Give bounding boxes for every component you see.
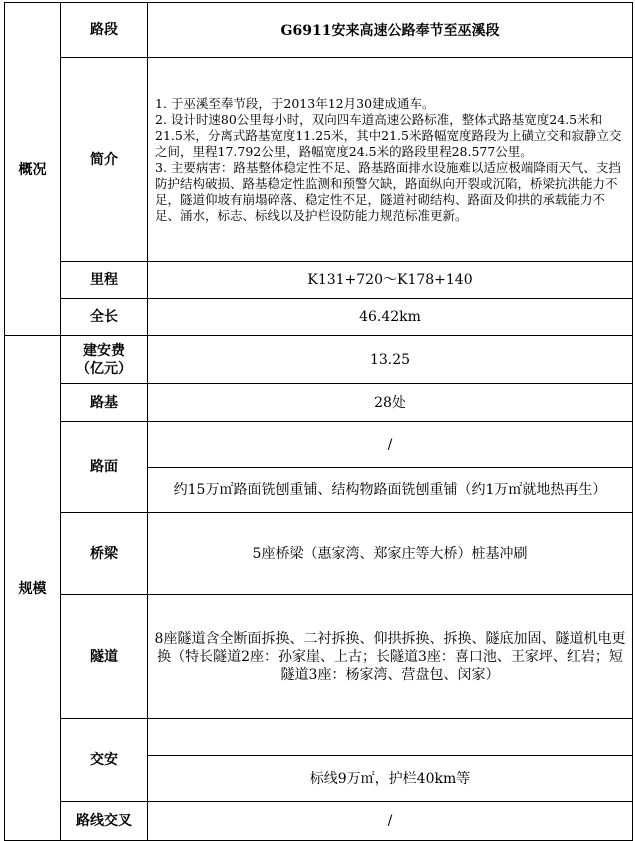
- table-row: [5, 262, 633, 299]
- crossing-value: /: [148, 802, 633, 841]
- intro-content: [148, 58, 633, 262]
- cost-label: [61, 336, 148, 384]
- subgrade-value: 28处: [148, 384, 633, 422]
- intro-line-2: 2. 设计时速80公里每小时，双向四车道高速公路标准，整体式路基宽度24.5米和21.5米，分离式路基宽度11.25米，其中21.5米路幅宽度路段为上磺立交和寂静立交之间，里程17.792公里，路幅宽度24.5米的路段里程28.577公里。: [155, 111, 622, 159]
- tunnel-label: 隧道: [61, 595, 148, 719]
- mileage-value: K131+720～K178+140: [148, 262, 633, 299]
- length-value: 46.42km: [148, 299, 633, 336]
- table-row: [5, 595, 633, 719]
- bridge-label: 桥梁: [61, 513, 148, 595]
- segment-value: G6911安来高速公路奉节至巫溪段: [148, 3, 633, 58]
- crossing-label: 路线交叉: [61, 802, 148, 841]
- cost-value: 13.25: [148, 336, 633, 384]
- subgrade-label: 路基: [61, 384, 148, 422]
- intro-line-3: 3. 主要病害：路基整体稳定性不足、路基路面排水设施难以适应极端降雨天气、支挡防护结构破损、路基稳定性监测和预警欠缺，路面纵向开裂或沉陷，桥梁抗洪能力不足，隧道仰坡有崩塌碎落、稳定性不足，隧道衬砌结构、路面及仰拱的承载能力不足、涌水，标志、标线以及护栏设防能力规范标准更新。: [155, 159, 621, 223]
- pavement-label: 路面: [61, 422, 148, 513]
- pavement-value-1: /: [148, 422, 633, 468]
- table-row: [5, 719, 633, 756]
- traffic-value-2: 标线9万㎡，护栏40km等: [148, 756, 633, 802]
- table-row: [5, 384, 633, 422]
- length-label: 全长: [61, 299, 148, 336]
- mileage-label: 里程: [61, 262, 148, 299]
- intro-line-1: 1. 于巫溪至奉节段，于2013年12月30建成通车。: [155, 95, 435, 111]
- table-row: [5, 513, 633, 595]
- traffic-value-1: [148, 719, 633, 756]
- table-row: [5, 3, 633, 58]
- table-row: [5, 58, 633, 262]
- tunnel-value: 8座隧道含全断面拆换、二衬拆换、仰拱拆换、拆换、隧底加固、隧道机电更换（特长隧道2座：孙家崖、上古；长隧道3座：喜口池、王家坪、红岩；短隧道3座：杨家湾、营盘包、闵家）: [148, 595, 633, 719]
- cost-label-line1: 建安费: [83, 342, 125, 359]
- cost-label-line2: （亿元）: [76, 360, 132, 377]
- segment-label: 路段: [61, 3, 148, 58]
- table-row: [5, 802, 633, 841]
- intro-label: 简介: [61, 58, 148, 262]
- table-row: [5, 422, 633, 468]
- traffic-label: 交安: [61, 719, 148, 802]
- category-scale: 规模: [5, 336, 61, 841]
- table-row: [5, 336, 633, 384]
- bridge-value: 5座桥梁（惠家湾、郑家庄等大桥）桩基冲刷: [148, 513, 633, 595]
- category-overview: 概况: [5, 3, 61, 336]
- pavement-value-2: 约15万㎡路面铣刨重铺、结构物路面铣刨重铺（约1万㎡就地热再生）: [148, 468, 633, 513]
- table-row: [5, 299, 633, 336]
- project-table: [4, 2, 633, 841]
